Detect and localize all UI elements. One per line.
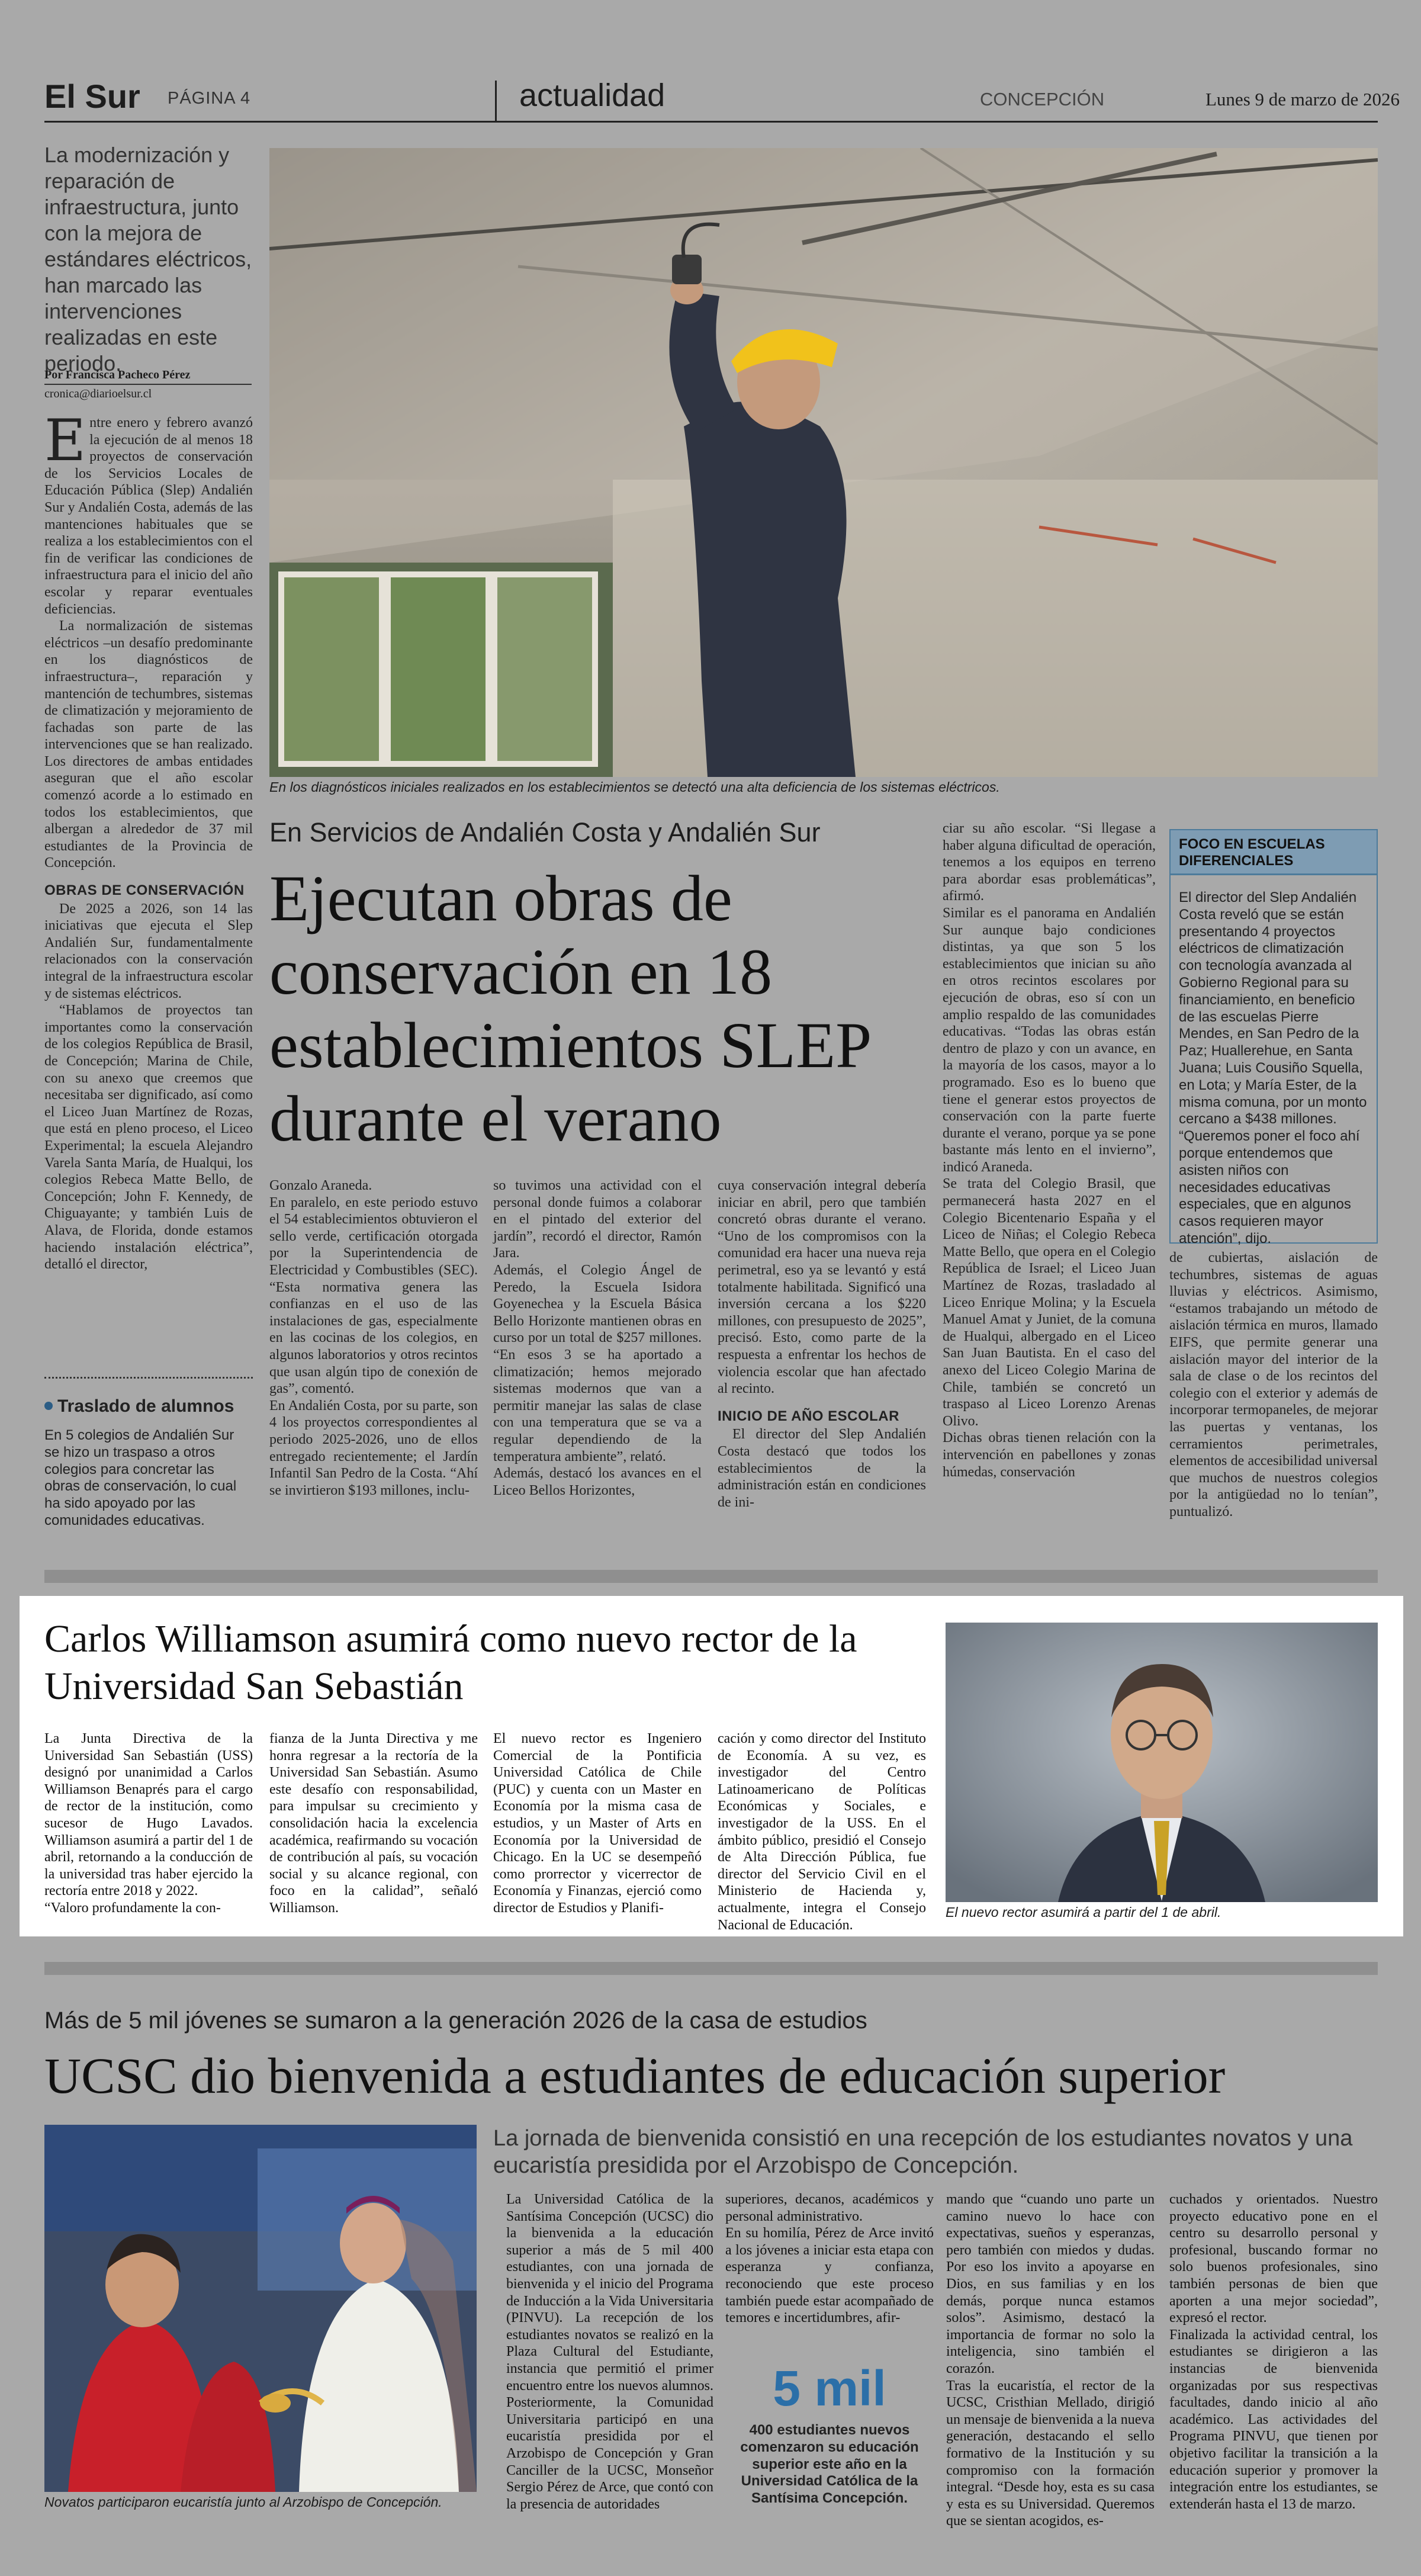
story1-paragraph: De 2025 a 2026, son 14 las iniciativas que ejecuta el Slep Andalién Sur, fundamentalmente relacionados con la conservación integral de la infraestructura escolar y de sistemas eléctricos.: [44, 901, 253, 1001]
story1-column-4: [718, 1177, 926, 1511]
section-name: actualidad: [519, 78, 666, 113]
story1-column-3: so tuvimos una actividad con el personal donde fuimos a colaborar en el pintado del exterior del jardín”, recordó el director, Ramón Jara. Además, el Colegio Ángel de Peredo, la Escuela Isidora Goyenechea y la Escuela Básica Bello Horizonte mantienen obras en curso por un total de $257 millones. “En esos 3 se ha aportado a climatización; hemos mejorado sistemas modernos que van a permitir manejar las salas de clase con una temperatura que se va a regular dependiendo de la temperatura ambiente”, relató. Además, destacó los avances en el Liceo Bellos Horizontes,: [493, 1178, 702, 1498]
section-separator: [44, 1570, 1378, 1583]
transfer-box: [44, 1377, 253, 1530]
page-number: PÁGINA 4: [168, 89, 251, 108]
bullet-icon: [44, 1402, 53, 1410]
story1-column-6: de cubiertas, aislación de techumbres, sistemas de aguas lluvias y eléctricos. Asimismo, “estamos trabajando un método de aislación térmica en muros, llamado EIFS, que permite generar una aislación mayor del interior de la sala de clase o de los recintos del colegio con el exterior y además de incorporar termopaneles, de mejorar las puertas y ventanas, los cerramientos perimetrales, elementos de accesibilidad universal que muchos de nuestros colegios por la antigüedad no lo tenían”, puntualizó.: [1169, 1250, 1378, 1520]
story1-headline: Ejecutan obras de conservación en 18 establecimientos SLEP durante el verano: [269, 862, 870, 1155]
focus-box: [1169, 829, 1378, 1247]
city-label: CONCEPCIÓN: [980, 89, 1105, 110]
masthead-name: El Sur: [44, 78, 140, 115]
story1-column-5: ciar su año escolar. “Si llegase a haber alguna dificultad de operación, tenemos a los equipos en terreno para abordar esas problemáticas”, afirmó. Similar es el panorama en Andalién Sur aunque bajo condiciones distintas, ya que son 5 los establecimientos que inician su año en otros recintos escolares por ejecución de obras, eso sí con un amplio respaldo de las comunidades educativas. “Todas las obras están dentro de plazo y con un avance, en la mayoría de los casos, mayor a lo programado. Eso es lo bueno que tiene el generar estos proyectos de conservación con la parte fuerte durante el verano, porque ya se pone bastante más lento en el invierno”, indicó Araneda. Se trata del Colegio Brasil, que permanecerá hasta 2027 en el Colegio Bicentenario España y el Liceo de Niñas; el Colegio Rebeca Matte Bello, que opera en el Colegio República de Israel; el Liceo Juan Martínez de Rozas, trasladado al Liceo Enrique Molina; y la Escuela Manuel Amat y Juniet, de la comuna de Hualqui, albergado en el Liceo San Juan Bautista. En el caso del anexo del Liceo Colegio Marina de Chile, también se concretó un traspaso al Liceo Lorenzo Arenas Olivo. Dichas obras tienen relación con la intervención en pabellones y zonas húmedas, conservación: [943, 821, 1156, 1480]
rector-portrait: [946, 1623, 1378, 1902]
story1-column-1: [44, 407, 253, 1273]
byline: Por Francisca Pacheco Pérez: [44, 368, 191, 381]
story1-paragraph: cuya conservación integral debería iniciar en abril, pero que también concretó obras durante el verano. “Uno de los compromisos con la comunidad era hacer una nueva reja perimetral, eso ya se levantó y está totalmente habilitada. Significó una inversión cercana a los $220 millones, con presupuesto de 2025”, precisó. Esto, como parte de la respuesta a enfrentar los hechos de violencia escolar que han afectado al recinto.: [718, 1178, 926, 1397]
byline-rule: [44, 384, 252, 385]
header-divider: [495, 81, 497, 121]
story1-paragraph: La normalización de sistemas eléctricos –un desafío predominante en los diagnósticos de infraestructura–, reparación y mantención de techumbres, sistemas de climatización y mejoramiento de fachadas son parte de las intervenciones que se han realizado. Los directores de ambas entidades aseguran que el año escolar comenzó acorde a lo estimado en todos los establecimientos, que albergan a alrededor de 37 mil estudiantes de la Provincia de Concepción.: [44, 618, 253, 871]
photo-caption: En los diagnósticos iniciales realizados en los establecimientos se detectó una alta deficiencia de los sistemas eléctricos.: [269, 779, 1000, 795]
focus-box-text: El director del Slep Andalién Costa reveló que se están presentando 4 proyectos eléctricos de climatización con tecnología avanzada al Gobierno Regional para su financiamiento, en beneficio de las escuelas Pierre Mendes, en San Pedro de la Paz; Huallerehue, en Santa Juana; Luis Cousiño Squella, en Lota; y María Ester, de la misma comuna, por un monto cercano a $438 millones. “Queremos poner el foco ahí porque entendemos que asisten niños con necesidades educativas especiales, que en algunos casos requieren mayor atención”, dijo.: [1179, 889, 1367, 1247]
story2-photo-caption: El nuevo rector asumirá a partir del 1 de abril.: [946, 1904, 1221, 1920]
story2-column-3: El nuevo rector es Ingeniero Comercial de la Pontificia Universidad Católica de Chile (PUC) y cuenta con un Master en Economía por la misma casa de estudios, y un Master of Arts en Economía por la Universidad de Chicago. En la UC se desempeñó como prorrector y vicerrector de Economía y Finanzas, ejerció como director de Estudios y Planifi-: [493, 1731, 702, 1916]
subhead-obras: OBRAS DE CONSERVACIÓN: [44, 882, 245, 899]
story1-kicker: En Servicios de Andalién Costa y Andalién Sur: [269, 817, 821, 847]
stat-number: 5 mil: [773, 2360, 886, 2416]
transfer-title: [44, 1396, 253, 1417]
story3-column-1: La Universidad Católica de la Santísima Concepción (UCSC) dio la bienvenida a la educación superior a más de 5 mil 400 estudiantes, con una jornada de bienvenida y el inicio del Programa de Inducción a la Vida Universitaria (PINVU). La recepción de los estudiantes novatos se realizó en la Plaza Cultural del Estudiante, instancia que permitió el primer encuentro entre los nuevos alumnos. Posteriormente, la Comunidad Universitaria participó en una eucaristía presidida por el Arzobispo de Concepción y Gran Canciller de la UCSC, Monseñor Sergio Pérez de Arce, que contó con la presencia de autoridades: [506, 2192, 713, 2512]
story2-column-2: fianza de la Junta Directiva y me honra regresar a la rectoría de la Universidad San Sebastián. Asumo este desafío con responsabilidad, para impulsar su crecimiento y consolidación hacia la excelencia académica, reafirmando su vocación de contribución al país, su vocación social y su alcance regional, con foco en la calidad”, señaló Williamson.: [269, 1731, 478, 1916]
story1-paragraph: ntre enero y febrero avanzó la ejecución de al menos 18 proyectos de conservación de los Servicios Locales de Educación Pública (Slep) Andalién Sur y Andalién Costa, además de las mantenciones habituales que se realiza a los establecimientos con el fin de verificar las condiciones de infraestructura para el inicio del año escolar y reparar eventuales deficiencias.: [44, 415, 253, 617]
transfer-title-text: Traslado de alumnos: [57, 1396, 234, 1416]
story3-photo-caption: Novatos participaron eucaristía junto al Arzobispo de Concepción.: [44, 2494, 442, 2510]
story1-paragraph: El director del Slep Andalién Costa destacó que todos los establecimientos de la administración están en condiciones de ini-: [718, 1427, 926, 1510]
story2-column-4: cación y como director del Instituto de Economía. A su vez, es investigador del Centro Latinoamericano de Políticas Económicas y Sociales, e investigador de la USS. En el ámbito público, presidió el Consejo de Alta Dirección Pública, fue director del Servicio Civil en el Ministerio de Hacienda y, actualmente, integra el Consejo Nacional de Educación.: [718, 1731, 926, 1933]
story3-column-3: mando que “cuando uno parte un camino nuevo lo hace con expectativas, sueños y esperanzas, pero también con miedos y dudas. Por eso los invito a apoyarse en Dios, en sus familias y en los demás, porque nunca estamos solos”. Asimismo, destacó la importancia de formar no solo la inteligencia, sino también el corazón. Tras la eucaristía, el rector de la UCSC, Cristhian Mellado, dirigió un mensaje de bienvenida a la nueva generación, destacando el sello formativo de la Institución y su compromiso con la formación integral. “Desde hoy, esta es su casa y esta es su Universidad. Queremos que se sientan acogidos, es-: [946, 2192, 1155, 2529]
story3-headline: UCSC dio bienvenida a estudiantes de educación superior: [44, 2047, 1226, 2104]
story3-column-2: superiores, decanos, académicos y personal administrativo. En su homilía, Pérez de Arce invitó a los jóvenes a iniciar esta etapa con esperanza y confianza, reconociendo que este proceso también puede estar acompañado de temores e incertidumbres, afir-: [725, 2192, 934, 2326]
transfer-text: En 5 colegios de Andalién Sur se hizo un traspaso a otros colegios para concretar las obras de conservación, lo cual ha sido apoyado por las comunidades educativas.: [44, 1427, 237, 1528]
date-label: Lunes 9 de marzo de 2026: [1205, 89, 1400, 110]
drop-cap: E: [44, 407, 86, 474]
story1-lede: La modernización y reparación de infraestructura, junto con la mejora de estándares eléctricos, han marcado las intervenciones realizadas en este periodo.: [44, 143, 252, 375]
focus-box-title: FOCO EN ESCUELAS DIFERENCIALES: [1171, 830, 1377, 875]
story1-paragraph: “Hablamos de proyectos tan importantes como la conservación de los colegios República de Brasil, de Concepción; Marina de Chile, con su anexo que creemos que necesitaba ser dignificado, así como el Liceo Juan Martínez de Rozas, que está en pleno proceso, el Liceo Experimental; la escuela Alejandro Varela Santa María, de Hualqui, los colegios Rebeca Matte Bello, de Concepción; John F. Kennedy, de Chiguayante; y también Luis de Alava, de Florida, donde estamos haciendo instalación eléctrica”, detalló el director,: [44, 1003, 253, 1273]
stat-text: 400 estudiantes nuevos comenzaron su educación superior este año en la Universidad Católica de la Santísima Concepción.: [740, 2422, 919, 2507]
eucharist-photo: [44, 2125, 477, 2492]
story1-column-2: Gonzalo Araneda. En paralelo, en este periodo estuvo el 54 establecimientos obtuvieron el sello verde, certificación otorgada por la Superintendencia de Electricidad y Combustibles (SEC). “Esta normativa genera las confianzas en el uso de las instalaciones de gas, especialmente en las cocinas de los colegios, en algunos laboratorios y otros recintos que usan algún tipo de conexión de gas”, comentó. En Andalién Costa, por su parte, son 4 los proyectos correspondientes al periodo 2025-2026, uno de ellos entregado recientemente; el Jardín Infantil San Pedro de la Costa. “Ahí se invirtieron $193 millones, inclu-: [269, 1178, 478, 1498]
worker-photo: [269, 148, 1378, 777]
story2-headline: Carlos Williamson asumirá como nuevo rector de la Universidad San Sebastián: [44, 1617, 857, 1708]
byline-email: cronica@diarioelsur.cl: [44, 387, 152, 400]
story3-lede: La jornada de bienvenida consistió en una recepción de los estudiantes novatos y una eucaristía presidida por el Arzobispo de Concepción.: [493, 2126, 1353, 2178]
header-rule: [44, 121, 1378, 123]
section-separator: [44, 1962, 1378, 1975]
subhead-inicio: INICIO DE AÑO ESCOLAR: [718, 1408, 899, 1424]
story3-kicker: Más de 5 mil jóvenes se sumaron a la generación 2026 de la casa de estudios: [44, 2008, 867, 2034]
story2-column-1: La Junta Directiva de la Universidad San Sebastián (USS) designó por unanimidad a Carlos Williamson Benaprés para el cargo de rector de la institución, como sucesor de Hugo Lavados. Williamson asumirá a partir del 1 de abril, retornando a la conducción de la universidad tras haber ejercido la rectoría entre 2018 y 2022. “Valoro profundamente la con-: [44, 1731, 253, 1916]
story3-column-4: cuchados y orientados. Nuestro proyecto educativo pone en el centro su desarrollo personal y profesional, buscando formar no solo buenos profesionales, sino también personas de bien que aporten a una mejor sociedad”, expresó el rector. Finalizada la actividad central, los estudiantes se dirigieron a las instancias de bienvenida organizadas por sus respectivas facultades, dando inicio al año académico. Las actividades del Programa PINVU, que tienen por objetivo facilitar la transición a la educación superior y promover la integración entre los estudiantes, se extenderán hasta el 13 de marzo.: [1169, 2192, 1378, 2512]
